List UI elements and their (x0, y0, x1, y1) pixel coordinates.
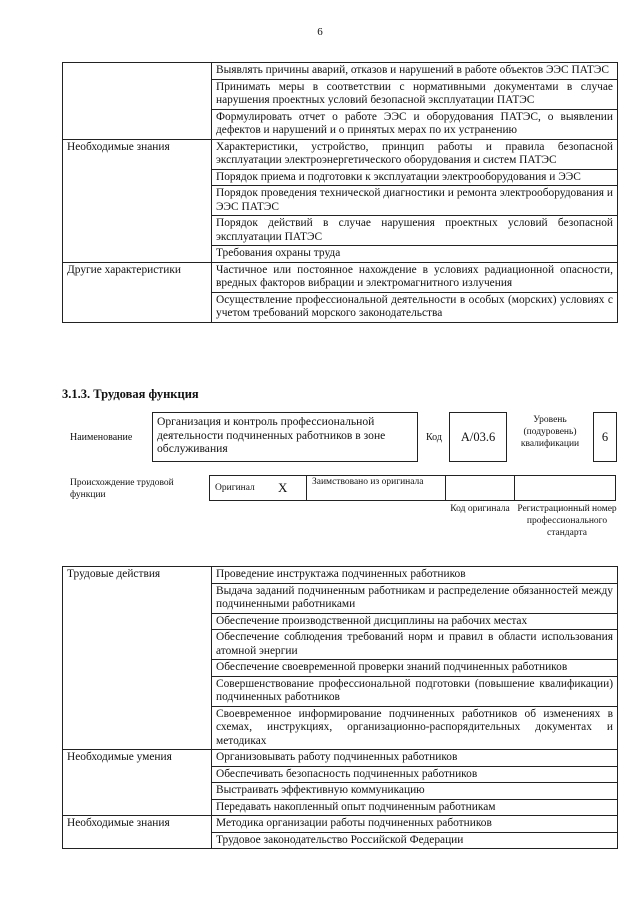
table-cell: Проведение инструктажа подчиненных работников (212, 567, 618, 584)
row-label: Другие характеристики (63, 262, 212, 322)
table-cell: Выявлять причины аварий, отказов и нарушений в работе объектов ЭЭС ПАТЭС (212, 63, 618, 80)
table-cell: Обеспечение производственной дисциплины на рабочих местах (212, 613, 618, 630)
table-row (63, 567, 618, 584)
code-original-cell (445, 475, 515, 501)
name-label: Наименование (70, 432, 133, 443)
row-label: Трудовые действия (63, 567, 212, 750)
section-heading: 3.1.3. Трудовая функция (62, 387, 199, 401)
table-cell: Выдача заданий подчиненным работникам и распределение обязанностей между подчиненными работниками (212, 583, 618, 613)
table-cell: Обеспечение своевременной проверки знаний подчиненных работников (212, 660, 618, 677)
table-row (63, 262, 618, 292)
table-cell: Обеспечивать безопасность подчиненных работников (212, 766, 618, 783)
table-cell: Совершенствование профессиональной подготовки (повышение квалификации) подчиненных работников (212, 676, 618, 706)
requirements-table-1 (62, 62, 618, 323)
table-row (63, 139, 618, 169)
function-name: Организация и контроль профессиональной деятельности подчиненных работников в зоне обслуживания (152, 412, 418, 462)
table-cell: Формулировать отчет о работе ЭЭС и оборудования ПАТЭС, о выявлении дефектов и нарушений и о принятых мерах по их устранению (212, 109, 618, 139)
table-row (63, 63, 618, 80)
table-cell: Частичное или постоянное нахождение в условиях радиационной опасности, вредных факторов вибрации и электромагнитного излучения (212, 262, 618, 292)
table-cell: Порядок проведения технической диагностики и ремонта электрооборудования и ЭЭС ПАТЭС (212, 186, 618, 216)
original-mark: X (278, 480, 288, 495)
code-label: Код (426, 432, 442, 443)
table-cell: Порядок действий в случае нарушения проектных условий безопасной эксплуатации ПАТЭС (212, 216, 618, 246)
table-cell: Выстраивать эффективную коммуникацию (212, 783, 618, 800)
borrowed-label: Заимствовано из оригинала (312, 477, 424, 487)
table-cell: Осуществление профессиональной деятельности в особых (морских) условиях с учетом требований морского законодательства (212, 292, 618, 322)
table-cell: Порядок приема и подготовки к эксплуатации электрооборудования и ЭЭС (212, 169, 618, 186)
table-cell: Методика организации работы подчиненных работников (212, 816, 618, 833)
row-label (63, 63, 212, 140)
table-row (63, 816, 618, 833)
table-cell: Принимать меры в соответствии с нормативными документами в случае нарушения проектных условий безопасной эксплуатации ПАТЭС (212, 79, 618, 109)
origin-label: Происхождение трудовой функции (70, 478, 174, 500)
row-label: Необходимые умения (63, 750, 212, 816)
level-value: 6 (593, 412, 617, 462)
code-value: A/03.6 (449, 412, 507, 462)
level-label: Уровень (подуровень) квалификации (520, 415, 580, 449)
table-cell: Организовывать работу подчиненных работников (212, 750, 618, 767)
reg-number-label: Регистрационный номер профессионального стандарта (517, 504, 617, 538)
code-original-label: Код оригинала (450, 504, 510, 514)
row-label: Необходимые знания (63, 816, 212, 849)
page-number: 6 (317, 26, 323, 38)
table-cell: Трудовое законодательство Российской Федерации (212, 832, 618, 849)
original-label: Оригинал (215, 483, 255, 493)
row-label: Необходимые знания (63, 139, 212, 262)
table-row (63, 750, 618, 767)
table-cell: Обеспечение соблюдения требований норм и правил в области использования атомной энергии (212, 630, 618, 660)
requirements-table-2 (62, 566, 618, 849)
table-cell: Передавать накопленный опыт подчиненным работникам (212, 799, 618, 816)
table-cell: Требования охраны труда (212, 246, 618, 263)
table-cell: Своевременное информирование подчиненных работников об изменениях в схемах, инструкциях, организационно-распорядительных документах и методиках (212, 706, 618, 750)
table-cell: Характеристики, устройство, принцип работы и правила безопасной эксплуатации электроэнергетического оборудования и систем ПАТЭС (212, 139, 618, 169)
